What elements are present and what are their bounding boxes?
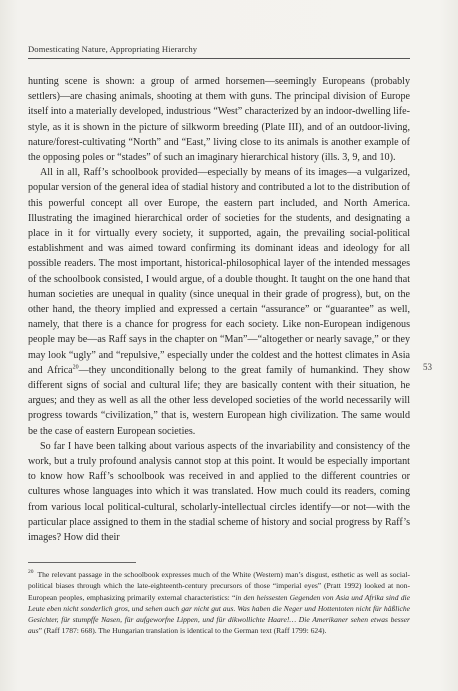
footnote-reference[interactable]: 20 [72, 364, 79, 371]
paragraph-1: hunting scene is shown: a group of armed horsemen—seemingly Europeans (probably settlers)—are chasing animals, shooting at them with guns. The principal division of Europe itself into a materially developed, industrious “West” characterized by an indoor-dwelling life-style, as it is shown in the picture of silkworm breeding (Plate III), and of an outdoor-living, nature/forest-cultivating “North” and “East,” living close to its animals is another example of the opposing poles or “stades” of such an imaginary hierarchical history (ills. 3, 9, and 10). [28, 76, 410, 164]
footnote [28, 569, 410, 637]
paragraph-2 [28, 165, 410, 439]
footnote-marker: 20 [28, 569, 34, 576]
footnote-text-b: ” (Raff 1787: 668). The Hungarian translation is identical to the German text (Raff 1799: 624). [38, 626, 327, 636]
paragraph-2-part-b: —they unconditionally belong to the great family of humankind. They show different signs of social and cultural life; they are basically content with their situation, he argues; and they as well as all the other less developed societies of the world necessarily will progress towards “civilization,” that is, western European high civilization. The same would be the case of eastern European societies. [28, 364, 410, 437]
running-head: Domesticating Nature, Appropriating Hierarchy [28, 44, 198, 54]
footnote-text-a: The relevant passage in the schoolbook expresses much of the White (Western) man’s disgust, esthetic as well as social-political biases through which the late-eighteenth-century precursors of those “imperial eyes” (Pratt 1992) looked at non-European peoples, emphasizing primarily external characteristics: “ [28, 570, 410, 602]
paragraph-2-part-a: All in all, Raff’s schoolbook provided—especially by means of its images—a vulgarized, popular version of the general idea of stadial history and contributed a lot to the distribution of this powerful concept all over Europe, the eastern part included, and North America. Illustrating the imagined hierarchical order of societies for the students, and designating a place in it for virtually every society, it supported, again, the prevailing social-political establishment and was aimed toward confirming its dominant ideas and ideology for all possible readers. The most important, historical-philosophical layer of the intended messages of the schoolbook consisted, I would argue, of a double thought. It taught on the one hand that human societies are unequal in quality (since unequal in their grade of progress), but, on the other hand, the theory implied and expressed a certain “assurance” or “guarantee” as well, namely, that there is a chance for progress for each society. Like non-European indigenous people may be—as Raff says in the chapter on “Man”—“altogether or nearly savage,” or they may look “ugly” and “repulsive,” especially under the coldest and the hottest climates in Asia and Africa [28, 167, 410, 376]
paragraph-3: So far I have been talking about various aspects of the invariability and consistency of the work, but a truly profound analysis cannot stop at this point. It would be especially important to know how Raff’s schoolbook was received in and applied to the different countries or cultures whose languages into which it was translated. How much could its readers, coming from various local political-cultural, scholarly-intellectual circles identify—or not—with the particular place assigned to them in the stadial scheme of history and social progress by Raff’s images? How did their [28, 440, 410, 544]
footnote-quote: in den heissesten Gegenden von Asia und Afrika sind die Leute eben nicht sonderlich gros, und sehen auch gar nicht gut aus. Was haben die Neger und Hottentoten nicht für häßliche Gesichter, für stumpffe Nasen, für aufgeworfne Lippen, und für dikwollichte Haare!… Die Amerikaner sehen etwas besser aus [28, 592, 410, 636]
footnote-rule [28, 562, 136, 563]
body-text [28, 74, 410, 545]
header-rule [28, 58, 410, 59]
page-number: 53 [423, 362, 432, 372]
